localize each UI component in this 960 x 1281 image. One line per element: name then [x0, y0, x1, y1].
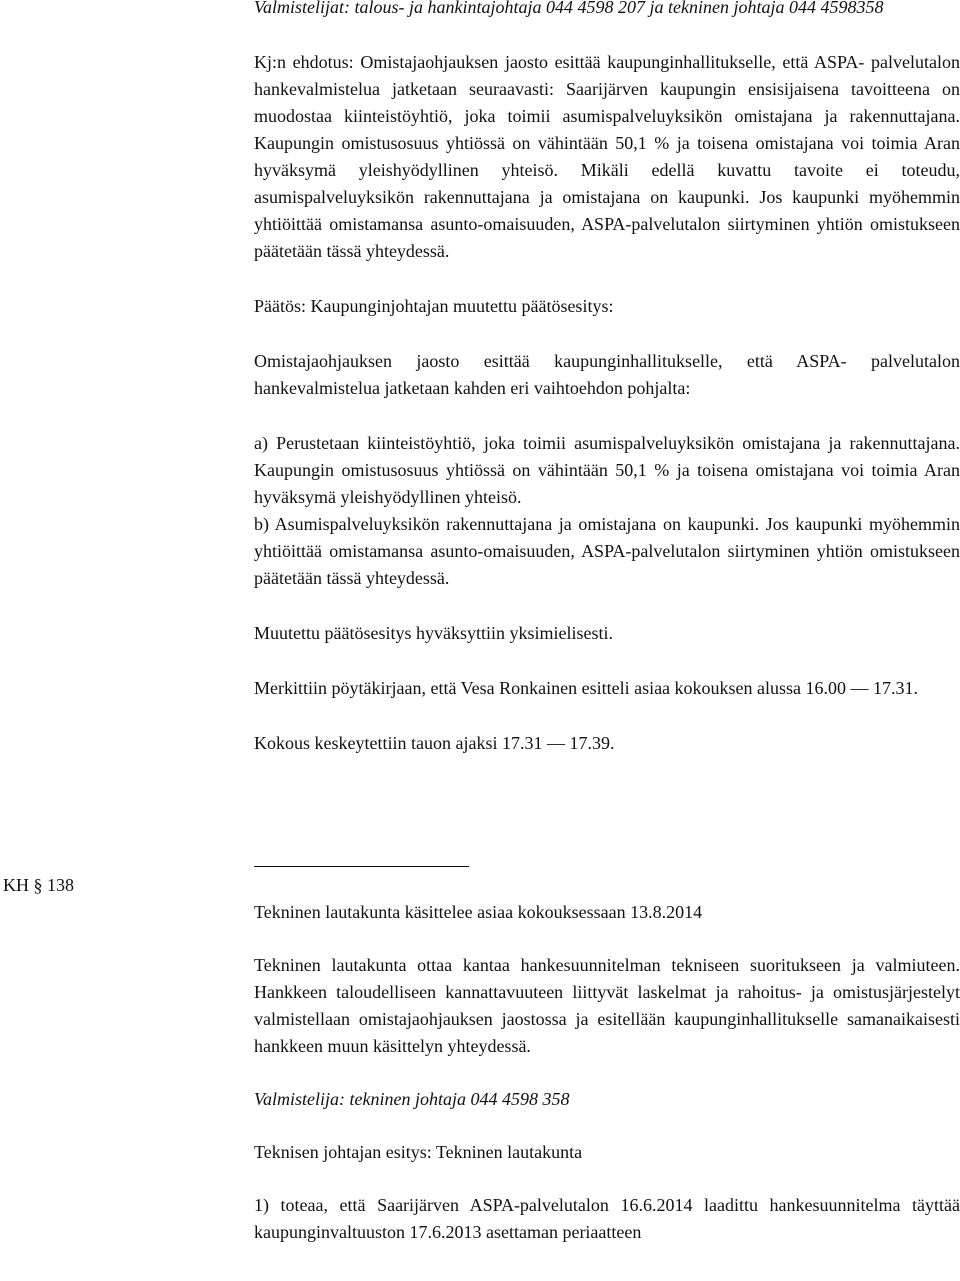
proposal-heading: Teknisen johtajan esitys: Tekninen lautakunta [254, 1142, 583, 1162]
break-note: Kokous keskeytettiin tauon ajaksi 17.31 — 17.39. [254, 733, 615, 753]
minutes-note: Merkittiin pöytäkirjaan, että Vesa Ronkainen esitteli asiaa kokouksen alussa 16.00 — 17.31. [254, 678, 919, 698]
option-a: a) Perustetaan kiinteistöyhtiö, joka toimii asumispalveluyksikön omistajana ja rakennuttajana. Kaupungin omistusosuus yhtiössä on vähintään 50,1 % ja toisena omistajana voi toimia Aran hyväksymä yleishyödyllinen yhteisö. [254, 433, 960, 507]
board-meeting-line: Tekninen lautakunta käsittelee asiaa kokouksessaan 13.8.2014 [254, 902, 703, 922]
option-b: b) Asumispalveluyksikön rakennuttajana ja omistajana on kaupunki. Jos kaupunki myöhemmin yhtiöittää omistamansa asunto-omaisuuden, ASPA-palvelutalon siirtyminen yhtiön omistukseen päätetään tässä yhteydessä. [254, 514, 960, 588]
proposal-paragraph: Kj:n ehdotus: Omistajaohjauksen jaosto esittää kaupunginhallitukselle, että ASPA- palvelutalon hankevalmistelua jatketaan seuraavasti: Saarijärven kaupungin ensisijaisena tavoitteena on muodostaa kiinteistöyhtiö, joka toimii asumispalveluyksikön omistajana ja rakennuttajana. Kaupungin omistusosuus yhtiössä on vähintään 50,1 % ja toisena omistajana voi toimia Aran hyväksymä yleishyödyllinen yhteisö. Mikäli edellä kuvattu tavoite ei toteudu, asumispalveluyksikön rakennuttajana ja omistajana on kaupunki. Jos kaupunki myöhemmin yhtiöittää omistamansa asunto-omaisuuden, ASPA-palvelutalon siirtyminen yhtiön omistukseen päätetään tässä yhteydessä. [254, 52, 960, 261]
decision-heading: Päätös: Kaupunginjohtajan muutettu päätösesitys: [254, 296, 614, 316]
document-column-lower [254, 899, 960, 1246]
section-mark: KH § 138 [3, 875, 74, 895]
board-stance-paragraph: Tekninen lautakunta ottaa kantaa hankesuunnitelman tekniseen suoritukseen ja valmiuteen. Hankkeen taloudelliseen kannattavuuteen liittyvät laskelmat ja rahoitus- ja omistusjärjestelyt valmistellaan omistajaohjauksen jaostossa ja esitellään kaupunginhallitukselle samanaikaisesti hankkeen muun käsittelyn yhteydessä. [254, 955, 960, 1056]
item-1: 1) toteaa, että Saarijärven ASPA-palvelutalon 16.6.2014 laadittu hankesuunnitelma täyttää kaupunginvaltuuston 17.6.2013 asettaman periaatteen [254, 1195, 960, 1242]
separator-rule [254, 866, 469, 867]
preparer-line: Valmistelija: tekninen johtaja 044 4598 358 [254, 1089, 570, 1109]
approved-note: Muutettu päätösesitys hyväksyttiin yksimielisesti. [254, 623, 613, 643]
decision-intro: Omistajaohjauksen jaosto esittää kaupunginhallitukselle, että ASPA- palvelutalon hankevalmistelua jatketaan kahden eri vaihtoehdon pohjalta: [254, 351, 960, 398]
preparers-line: Valmistelijat: talous- ja hankintajohtaja 044 4598 207 ja tekninen johtaja 044 4598358 [254, 0, 884, 17]
document-column [254, 0, 960, 757]
